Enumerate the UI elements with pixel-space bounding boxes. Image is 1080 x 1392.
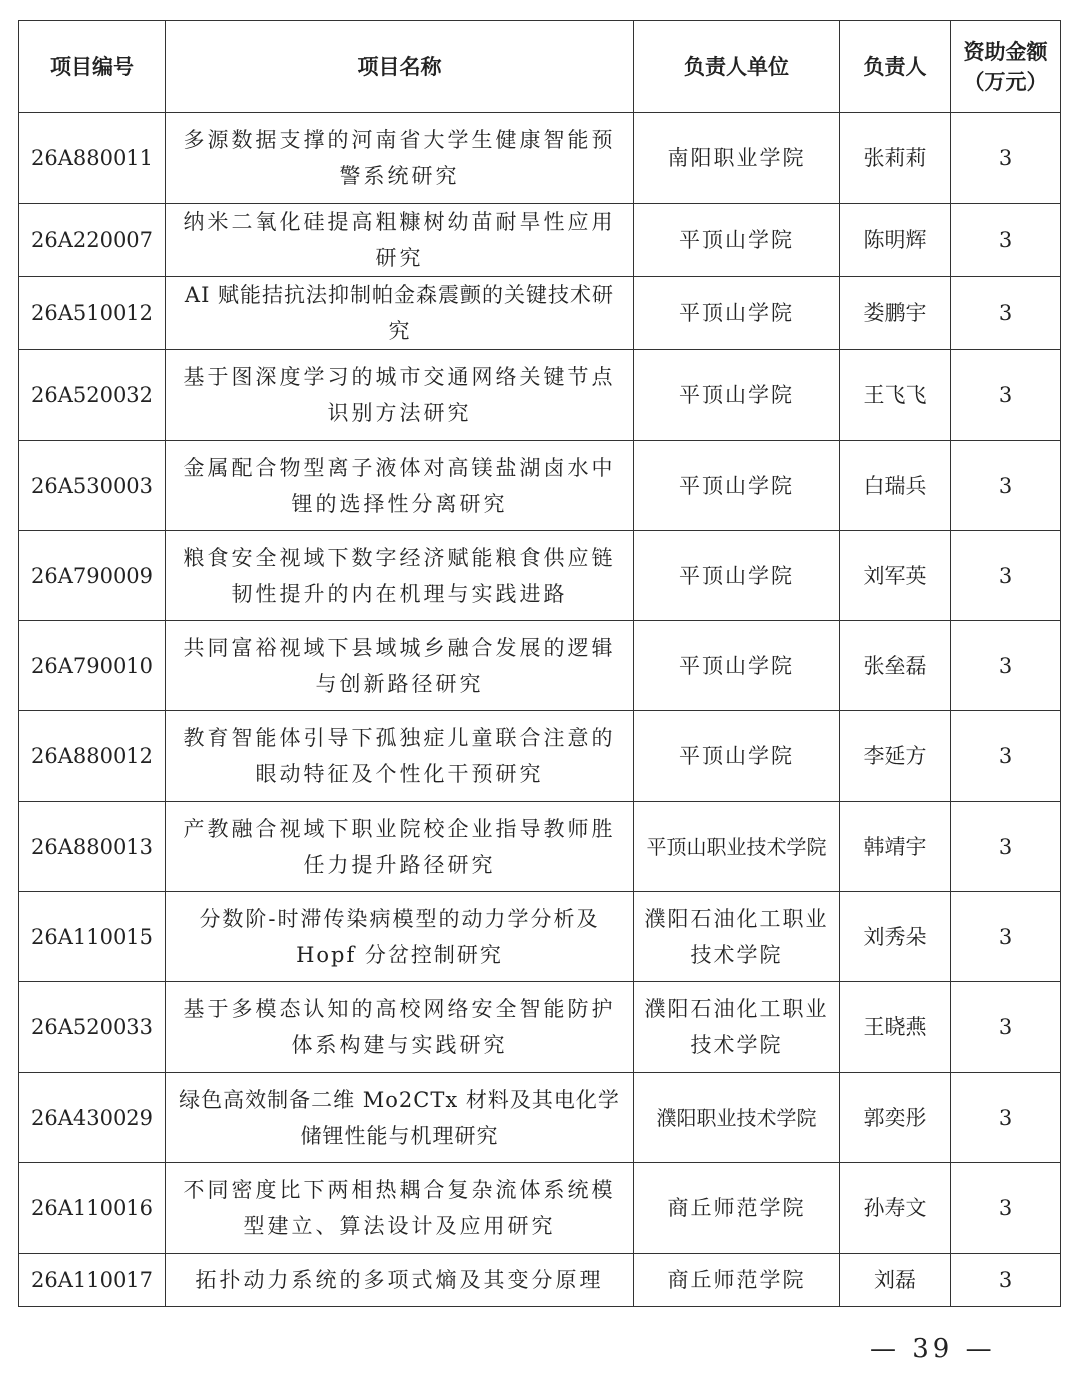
row-name: 教育智能体引导下孤独症儿童联合注意的眼动特征及个性化干预研究 bbox=[166, 711, 634, 802]
row-code: 26A790010 bbox=[19, 621, 166, 711]
row-leader: 王飞飞 bbox=[840, 350, 951, 441]
row-unit: 商丘师范学院 bbox=[634, 1254, 840, 1307]
row-unit: 濮阳石油化工职业技术学院 bbox=[634, 892, 840, 982]
row-code: 26A530003 bbox=[19, 441, 166, 531]
row-leader: 韩靖宇 bbox=[840, 802, 951, 892]
row-amount: 3 bbox=[951, 802, 1061, 892]
row-code: 26A880013 bbox=[19, 802, 166, 892]
header-amount-line2: （万元） bbox=[963, 69, 1048, 94]
row-code: 26A880011 bbox=[19, 113, 166, 204]
row-name: 拓扑动力系统的多项式熵及其变分原理 bbox=[166, 1254, 634, 1307]
row-unit: 商丘师范学院 bbox=[634, 1163, 840, 1254]
row-leader: 娄鹏宇 bbox=[840, 277, 951, 350]
row-name: 基于图深度学习的城市交通网络关键节点识别方法研究 bbox=[166, 350, 634, 441]
row-leader: 孙寿文 bbox=[840, 1163, 951, 1254]
row-amount: 3 bbox=[951, 441, 1061, 531]
row-amount: 3 bbox=[951, 711, 1061, 802]
row-leader: 刘军英 bbox=[840, 531, 951, 621]
row-amount: 3 bbox=[951, 350, 1061, 441]
row-leader: 刘秀朵 bbox=[840, 892, 951, 982]
row-amount: 3 bbox=[951, 113, 1061, 204]
row-leader: 刘磊 bbox=[840, 1254, 951, 1307]
table-row bbox=[19, 350, 1061, 441]
row-amount: 3 bbox=[951, 531, 1061, 621]
row-unit: 平顶山学院 bbox=[634, 350, 840, 441]
row-unit: 平顶山学院 bbox=[634, 711, 840, 802]
row-leader: 郭奕彤 bbox=[840, 1073, 951, 1163]
row-code: 26A520032 bbox=[19, 350, 166, 441]
table-row bbox=[19, 621, 1061, 711]
table-row bbox=[19, 802, 1061, 892]
row-unit: 南阳职业学院 bbox=[634, 113, 840, 204]
row-code: 26A430029 bbox=[19, 1073, 166, 1163]
table-row bbox=[19, 1254, 1061, 1307]
row-amount: 3 bbox=[951, 621, 1061, 711]
row-amount: 3 bbox=[951, 277, 1061, 350]
grant-table bbox=[18, 20, 1061, 1307]
row-unit: 平顶山职业技术学院 bbox=[634, 802, 840, 892]
header-amount bbox=[951, 21, 1061, 113]
page-number: — 39 — bbox=[870, 1334, 996, 1364]
row-name: 绿色高效制备二维 Mo2CTx 材料及其电化学储锂性能与机理研究 bbox=[166, 1073, 634, 1163]
table-header-row bbox=[19, 21, 1061, 113]
row-amount: 3 bbox=[951, 982, 1061, 1073]
row-amount: 3 bbox=[951, 1163, 1061, 1254]
row-name: 不同密度比下两相热耦合复杂流体系统模型建立、算法设计及应用研究 bbox=[166, 1163, 634, 1254]
row-code: 26A520033 bbox=[19, 982, 166, 1073]
header-amount-line1: 资助金额 bbox=[963, 39, 1048, 64]
row-unit: 濮阳职业技术学院 bbox=[634, 1073, 840, 1163]
row-code: 26A880012 bbox=[19, 711, 166, 802]
row-code: 26A110016 bbox=[19, 1163, 166, 1254]
row-name: 共同富裕视域下县域城乡融合发展的逻辑与创新路径研究 bbox=[166, 621, 634, 711]
row-unit: 平顶山学院 bbox=[634, 621, 840, 711]
row-unit: 平顶山学院 bbox=[634, 441, 840, 531]
row-name: 纳米二氧化硅提高粗糠树幼苗耐旱性应用研究 bbox=[166, 204, 634, 277]
table-row bbox=[19, 711, 1061, 802]
row-code: 26A110015 bbox=[19, 892, 166, 982]
header-leader: 负责人 bbox=[840, 21, 951, 113]
row-code: 26A510012 bbox=[19, 277, 166, 350]
row-amount: 3 bbox=[951, 204, 1061, 277]
row-code: 26A220007 bbox=[19, 204, 166, 277]
table-row bbox=[19, 892, 1061, 982]
row-name: 粮食安全视域下数字经济赋能粮食供应链韧性提升的内在机理与实践进路 bbox=[166, 531, 634, 621]
header-code: 项目编号 bbox=[19, 21, 166, 113]
row-name: 基于多模态认知的高校网络安全智能防护体系构建与实践研究 bbox=[166, 982, 634, 1073]
row-unit: 平顶山学院 bbox=[634, 531, 840, 621]
row-amount: 3 bbox=[951, 892, 1061, 982]
row-leader: 白瑞兵 bbox=[840, 441, 951, 531]
row-code: 26A790009 bbox=[19, 531, 166, 621]
row-unit: 平顶山学院 bbox=[634, 204, 840, 277]
header-name: 项目名称 bbox=[166, 21, 634, 113]
table-row bbox=[19, 441, 1061, 531]
row-leader: 王晓燕 bbox=[840, 982, 951, 1073]
row-unit: 平顶山学院 bbox=[634, 277, 840, 350]
table-row bbox=[19, 113, 1061, 204]
row-unit: 濮阳石油化工职业技术学院 bbox=[634, 982, 840, 1073]
header-unit: 负责人单位 bbox=[634, 21, 840, 113]
row-name: 金属配合物型离子液体对高镁盐湖卤水中锂的选择性分离研究 bbox=[166, 441, 634, 531]
row-name: 分数阶-时滞传染病模型的动力学分析及 Hopf 分岔控制研究 bbox=[166, 892, 634, 982]
row-name: AI 赋能拮抗法抑制帕金森震颤的关键技术研究 bbox=[166, 277, 634, 350]
row-amount: 3 bbox=[951, 1254, 1061, 1307]
row-name: 多源数据支撑的河南省大学生健康智能预警系统研究 bbox=[166, 113, 634, 204]
row-leader: 李延方 bbox=[840, 711, 951, 802]
row-code: 26A110017 bbox=[19, 1254, 166, 1307]
table-row bbox=[19, 982, 1061, 1073]
row-leader: 张莉莉 bbox=[840, 113, 951, 204]
row-amount: 3 bbox=[951, 1073, 1061, 1163]
table-row bbox=[19, 1073, 1061, 1163]
table-row bbox=[19, 277, 1061, 350]
row-leader: 陈明辉 bbox=[840, 204, 951, 277]
row-name: 产教融合视域下职业院校企业指导教师胜任力提升路径研究 bbox=[166, 802, 634, 892]
table-row bbox=[19, 204, 1061, 277]
table-row bbox=[19, 531, 1061, 621]
row-leader: 张垒磊 bbox=[840, 621, 951, 711]
table-row bbox=[19, 1163, 1061, 1254]
